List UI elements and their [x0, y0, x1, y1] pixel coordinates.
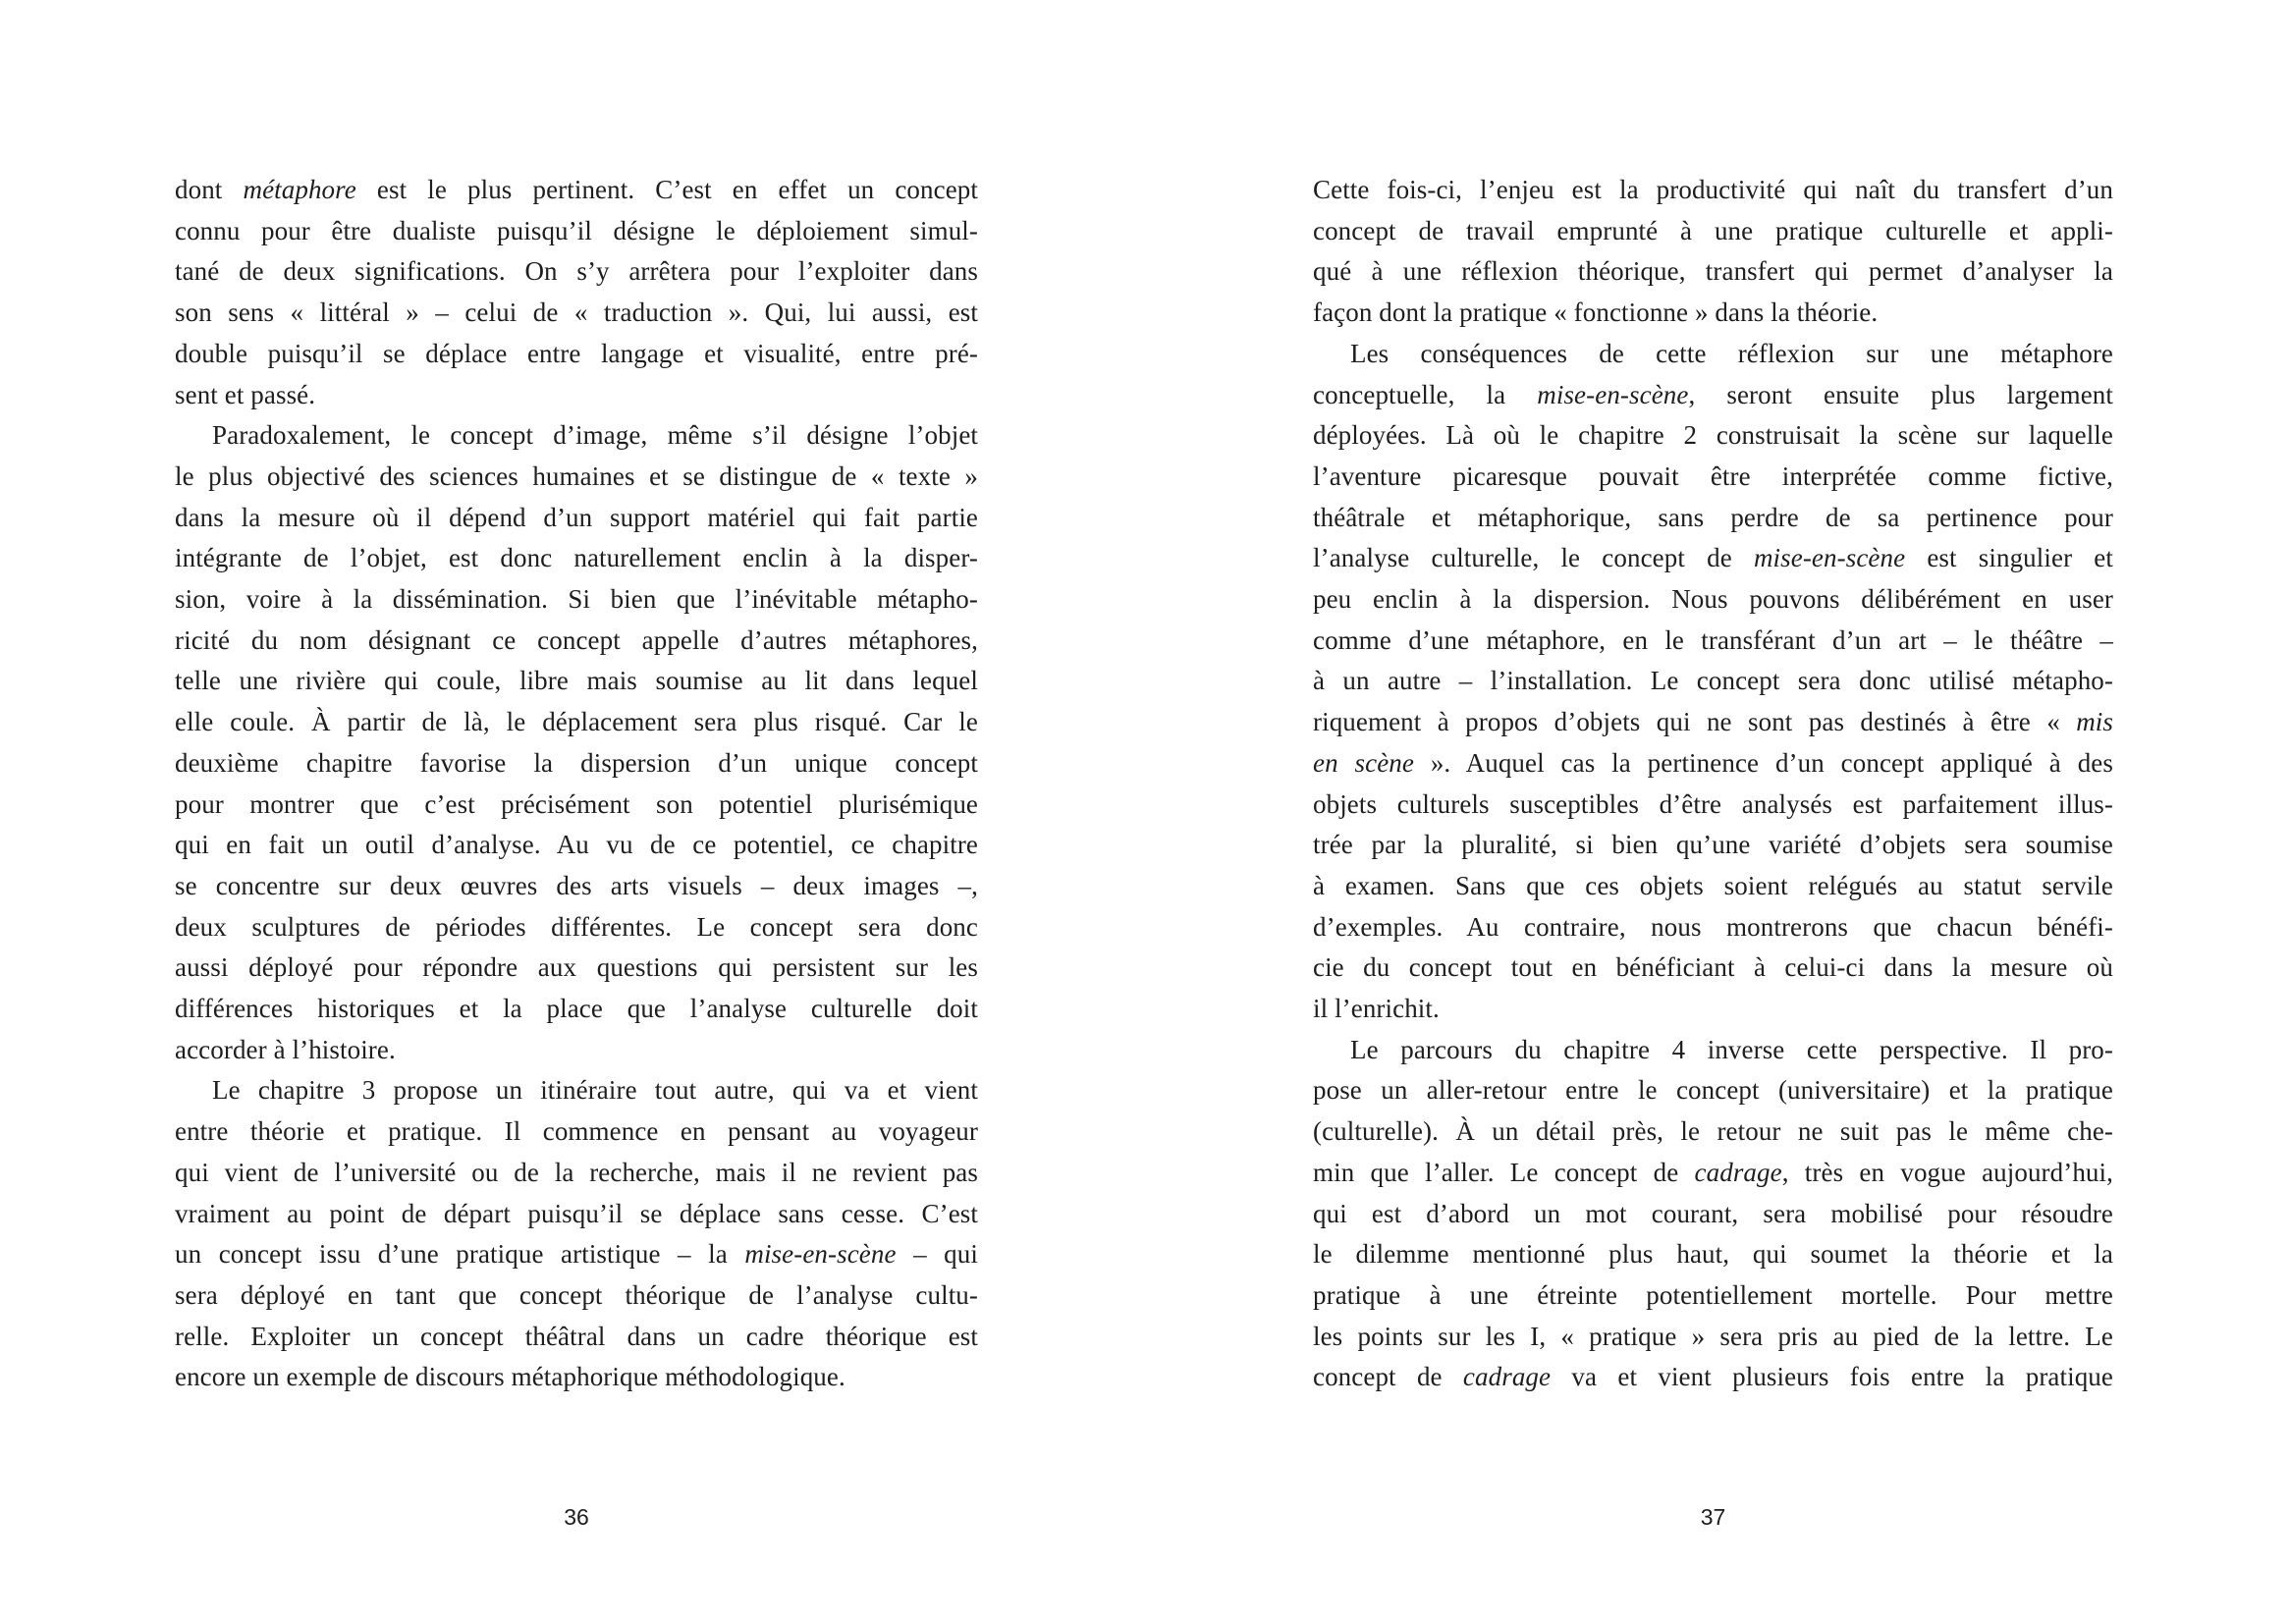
- text-run: connu pour être dualiste puisqu’il désigne le déploiement simul-: [175, 215, 978, 245]
- text-run: Le parcours du chapitre 4 inverse cette perspective. Il pro-: [1350, 1034, 2113, 1064]
- text-line: [175, 251, 978, 293]
- text-line: [175, 661, 978, 702]
- text-line: [175, 743, 978, 785]
- text-run: qui est d’abord un mot courant, sera mobilisé pour résoudre: [1313, 1198, 2113, 1228]
- text-run: concept de travail emprunté à une pratique culturelle et appli-: [1313, 215, 2113, 245]
- text-line: [1313, 743, 2113, 785]
- text-line: [175, 1030, 978, 1071]
- text-line: [1313, 621, 2113, 662]
- text-line: [175, 498, 978, 539]
- text-run: son sens « littéral » – celui de « traduction ». Qui, lui aussi, est: [175, 298, 978, 328]
- text-run: à examen. Sans que ces objets soient relégués au statut servile: [1313, 870, 2113, 900]
- text-line: [175, 1234, 978, 1275]
- text-line: [175, 1317, 978, 1358]
- text-line: [175, 334, 978, 375]
- text-line: [175, 866, 978, 907]
- text-line: [1313, 457, 2113, 498]
- text-run: va et vient plusieurs fois entre la pratique: [1551, 1362, 2113, 1392]
- text-line: [1313, 1317, 2113, 1358]
- text-line: [175, 1153, 978, 1194]
- text-run: comme d’une métaphore, en le transférant d’un art – le théâtre –: [1313, 624, 2113, 655]
- text-run: pour montrer que c’est précisément son potentiel plurisémique: [175, 788, 978, 819]
- text-run: accorder à l’histoire.: [175, 1034, 396, 1064]
- text-line: [1313, 661, 2113, 702]
- text-run: vraiment au point de départ puisqu’il se déplace sans cesse. C’est: [175, 1198, 978, 1228]
- text-run: tané de deux significations. On s’y arrêtera pour l’exploiter dans: [175, 256, 978, 287]
- text-run: objets culturels susceptibles d’être analysés est parfaitement illus-: [1313, 788, 2113, 819]
- text-run: mise-en-scène: [1537, 379, 1689, 409]
- text-run: théâtrale et métaphorique, sans perdre de sa pertinence pour: [1313, 502, 2113, 532]
- text-run: peu enclin à la dispersion. Nous pouvons délibérément en user: [1313, 584, 2113, 615]
- text-run: min que l’aller. Le concept de: [1313, 1157, 1695, 1187]
- text-run: déployées. Là où le chapitre 2 construisait la scène sur laquelle: [1313, 420, 2113, 451]
- text-run: deuxième chapitre favorise la dispersion d’un unique concept: [175, 747, 978, 778]
- text-run: sion, voire à la dissémination. Si bien que l’inévitable métapho-: [175, 584, 978, 615]
- text-run: cie du concept tout en bénéficiant à celui-ci dans la mesure où: [1313, 952, 2113, 983]
- text-line: [1313, 989, 2113, 1030]
- text-run: l’analyse culturelle, le concept de: [1313, 543, 1754, 573]
- text-line: [1313, 1275, 2113, 1317]
- text-line: [175, 1194, 978, 1235]
- text-run: sera déployé en tant que concept théorique de l’analyse cultu-: [175, 1279, 978, 1310]
- text-line: [1313, 702, 2113, 743]
- text-run: qui en fait un outil d’analyse. Au vu de ce potentiel, ce chapitre: [175, 830, 978, 860]
- text-run: Cette fois-ci, l’enjeu est la productivité qui naît du transfert d’un: [1313, 175, 2113, 204]
- text-run: mis: [2076, 707, 2113, 737]
- text-run: encore un exemple de discours métaphorique méthodologique.: [175, 1362, 845, 1392]
- text-run: qué à une réflexion théorique, transfert qui permet d’analyser la: [1313, 256, 2113, 287]
- text-run: dans la mesure où il dépend d’un support matériel qui fait partie: [175, 502, 978, 532]
- text-line: [175, 1070, 978, 1111]
- text-line: [175, 825, 978, 866]
- text-line: [175, 1275, 978, 1317]
- text-run: cadrage: [1462, 1362, 1552, 1392]
- text-line: [175, 621, 978, 662]
- text-line: [1313, 334, 2113, 375]
- text-line: [1313, 170, 2113, 211]
- text-run: qui vient de l’université ou de la recherche, mais il ne revient pas: [175, 1157, 978, 1187]
- text-run: Les conséquences de cette réflexion sur une métaphore: [1350, 338, 2113, 368]
- text-run: dont: [175, 175, 244, 204]
- text-run: l’aventure picaresque pouvait être interprétée comme fictive,: [1313, 460, 2113, 491]
- text-run: conceptuelle, la: [1313, 379, 1538, 409]
- text-line: [1313, 947, 2113, 989]
- text-run: deux sculptures de périodes différentes. Le concept sera donc: [175, 911, 978, 942]
- text-line: [175, 293, 978, 334]
- text-line: [1313, 785, 2113, 826]
- text-run: – qui: [896, 1239, 978, 1270]
- text-line: [1313, 907, 2113, 948]
- text-run: il l’enrichit.: [1313, 994, 1440, 1024]
- text-run: ricité du nom désignant ce concept appelle d’autres métaphores,: [175, 624, 978, 655]
- text-line: [1313, 415, 2113, 457]
- text-line: [1313, 1070, 2113, 1111]
- text-run: façon dont la pratique « fonctionne » dans la théorie.: [1313, 298, 1879, 328]
- text-line: [175, 538, 978, 579]
- text-run: aussi déployé pour répondre aux questions qui persistent sur les: [175, 952, 978, 983]
- text-line: [1313, 498, 2113, 539]
- text-line: [175, 785, 978, 826]
- text-run: riquement à propos d’objets qui ne sont pas destinés à être «: [1313, 707, 2077, 737]
- text-line: [175, 211, 978, 252]
- text-run: ». Auquel cas la pertinence d’un concept appliqué à des: [1413, 747, 2113, 778]
- text-run: , très en vogue aujourd’hui,: [1781, 1157, 2113, 1187]
- text-line: [175, 947, 978, 989]
- text-run: en scène: [1313, 747, 1414, 778]
- text-run: trée par la pluralité, si bien qu’une variété d’objets sera soumise: [1313, 830, 2113, 860]
- text-run: pose un aller-retour entre le concept (universitaire) et la pratique: [1313, 1075, 2113, 1106]
- text-line: [175, 375, 978, 416]
- text-run: se concentre sur deux œuvres des arts visuels – deux images –,: [175, 870, 978, 900]
- text-run: différences historiques et la place que l’analyse culturelle doit: [175, 994, 978, 1024]
- text-run: double puisqu’il se déplace entre langage et visualité, entre pré-: [175, 338, 978, 368]
- text-line: [1313, 1111, 2113, 1153]
- page-right-text: [1313, 170, 2113, 1398]
- text-line: [175, 1357, 978, 1398]
- text-run: intégrante de l’objet, est donc naturellement enclin à la disper-: [175, 543, 978, 573]
- text-line: [1313, 293, 2113, 334]
- page-left-text: [175, 170, 978, 1398]
- text-run: telle une rivière qui coule, libre mais soumise au lit dans lequel: [175, 666, 978, 696]
- text-line: [1313, 866, 2113, 907]
- text-line: [1313, 211, 2113, 252]
- text-line: [1313, 1194, 2113, 1235]
- text-run: les points sur les I, « pratique » sera pris au pied de la lettre. Le: [1313, 1321, 2113, 1351]
- text-line: [1313, 1030, 2113, 1071]
- text-line: [1313, 1234, 2113, 1275]
- text-line: [1313, 251, 2113, 293]
- page-number-left: 36: [564, 1504, 589, 1530]
- page-number-right: 37: [1700, 1504, 1726, 1530]
- text-run: mise-en-scène: [1753, 543, 1906, 573]
- text-line: [1313, 538, 2113, 579]
- text-run: un concept issu d’une pratique artistique – la: [175, 1239, 745, 1270]
- text-run: à un autre – l’installation. Le concept sera donc utilisé métapho-: [1313, 666, 2113, 696]
- text-run: pratique à une étreinte potentiellement mortelle. Pour mettre: [1313, 1279, 2113, 1310]
- text-line: [175, 170, 978, 211]
- text-run: mise-en-scène: [744, 1239, 897, 1270]
- text-run: (culturelle). À un détail près, le retour ne suit pas le même che-: [1313, 1116, 2113, 1147]
- text-run: Le chapitre 3 propose un itinéraire tout autre, qui va et vient: [212, 1075, 978, 1106]
- text-run: le dilemme mentionné plus haut, qui soumet la théorie et la: [1313, 1239, 2113, 1270]
- text-run: cadrage: [1694, 1157, 1782, 1187]
- text-line: [1313, 1153, 2113, 1194]
- text-line: [1313, 1357, 2113, 1398]
- text-run: est singulier et: [1905, 543, 2113, 573]
- text-run: , seront ensuite plus largement: [1688, 379, 2114, 409]
- text-run: concept de: [1313, 1362, 1463, 1392]
- text-run: le plus objectivé des sciences humaines et se distingue de « texte »: [175, 460, 978, 491]
- text-line: [1313, 825, 2113, 866]
- text-line: [175, 907, 978, 948]
- text-line: [1313, 375, 2113, 416]
- text-line: [175, 702, 978, 743]
- text-run: relle. Exploiter un concept théâtral dans un cadre théorique est: [175, 1321, 978, 1351]
- text-line: [175, 457, 978, 498]
- text-run: métaphore: [243, 175, 356, 204]
- text-line: [1313, 579, 2113, 621]
- text-line: [175, 1111, 978, 1153]
- text-line: [175, 415, 978, 457]
- text-run: entre théorie et pratique. Il commence en pensant au voyageur: [175, 1116, 978, 1147]
- text-run: Paradoxalement, le concept d’image, même s’il désigne l’objet: [212, 420, 978, 451]
- text-run: sent et passé.: [175, 379, 316, 409]
- text-run: est le plus pertinent. C’est en effet un concept: [355, 175, 978, 204]
- text-run: elle coule. À partir de là, le déplacement sera plus risqué. Car le: [175, 707, 978, 737]
- text-run: d’exemples. Au contraire, nous montrerons que chacun bénéfi-: [1313, 911, 2113, 942]
- text-line: [175, 989, 978, 1030]
- text-line: [175, 579, 978, 621]
